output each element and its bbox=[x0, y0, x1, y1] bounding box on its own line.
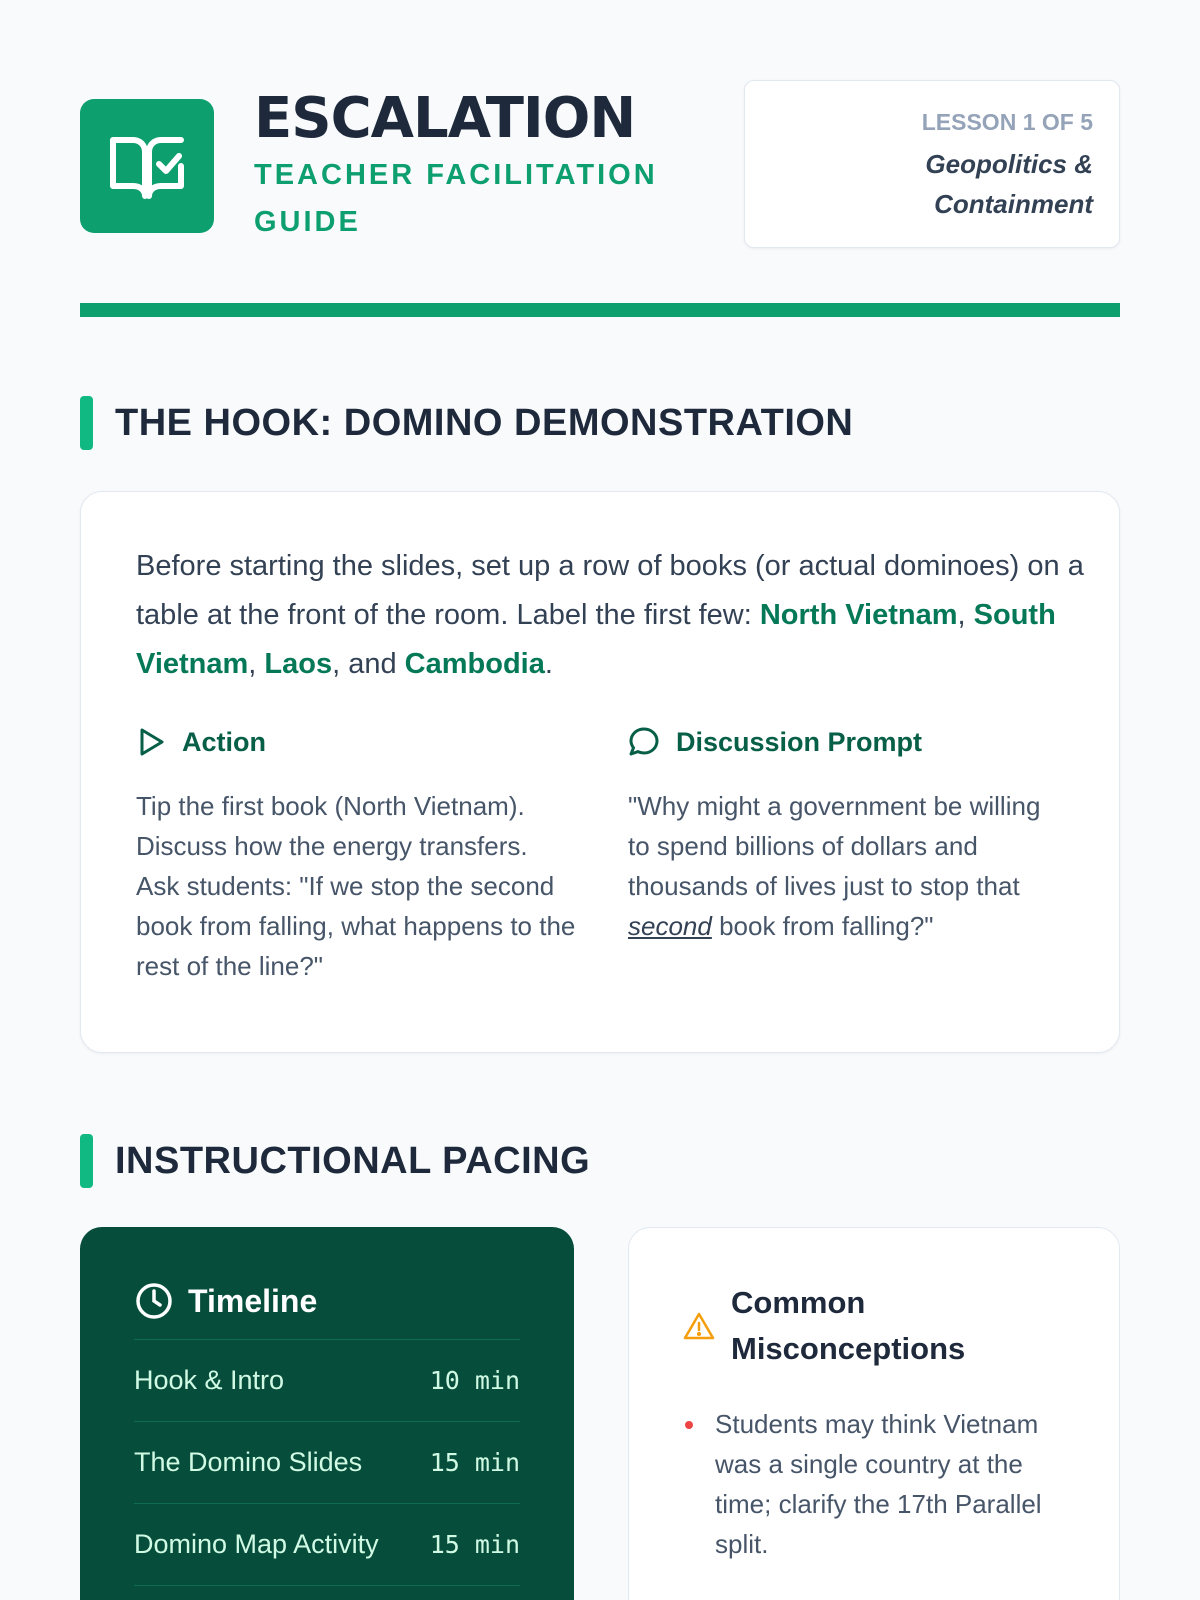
clock-icon bbox=[134, 1281, 174, 1321]
header-divider bbox=[80, 303, 1120, 317]
discussion-title: Discussion Prompt bbox=[676, 726, 923, 757]
timeline-item-name: Domino Map Activity bbox=[134, 1529, 379, 1559]
section-title: THE HOOK: DOMINO DEMONSTRATION bbox=[115, 401, 854, 444]
lesson-number: LESSON 1 OF 5 bbox=[921, 109, 1093, 135]
lesson-card bbox=[744, 80, 1120, 248]
lesson-topic: Geopolitics & Containment bbox=[925, 149, 1093, 219]
list-item bbox=[683, 1404, 1063, 1564]
chat-bubble-icon bbox=[628, 726, 660, 758]
discussion-text-part: "Why might a government be willing to spend billions of dollars and thousands of lives just to stop that bbox=[628, 791, 1041, 901]
warning-triangle-icon bbox=[683, 1311, 715, 1341]
misconceptions-heading bbox=[683, 1280, 1011, 1372]
hook-card bbox=[80, 491, 1120, 1053]
guide-header bbox=[80, 80, 1120, 250]
timeline-item-time: 15 min bbox=[429, 1448, 520, 1477]
guide-subtitle: TEACHER FACILITATION GUIDE bbox=[254, 159, 658, 238]
timeline-row bbox=[134, 1422, 520, 1504]
timeline-title: Timeline bbox=[188, 1282, 318, 1319]
sentence-end: . bbox=[544, 648, 553, 680]
section-title: INSTRUCTIONAL PACING bbox=[115, 1139, 591, 1182]
action-column bbox=[136, 722, 576, 986]
section-accent-bar bbox=[80, 396, 93, 450]
misconceptions-title: Common Misconceptions bbox=[731, 1285, 966, 1366]
intro-text: Before starting the slides, set up a row of books (or actual dominoes) on a table at the front of the room. Label the first few: bbox=[136, 550, 1084, 631]
book-check-icon bbox=[109, 130, 185, 202]
timeline-item-name: Hook & Intro bbox=[134, 1365, 285, 1395]
action-title: Action bbox=[182, 726, 266, 757]
discussion-text-part: book from falling?" bbox=[711, 911, 934, 941]
timeline-item-time: 15 min bbox=[429, 1530, 520, 1559]
timeline-heading bbox=[134, 1277, 520, 1325]
timeline-item-name: The Domino Slides bbox=[134, 1447, 363, 1477]
misconceptions-list bbox=[683, 1404, 1063, 1600]
timeline-card bbox=[80, 1227, 574, 1600]
separator: , bbox=[957, 599, 974, 631]
section-heading-hook bbox=[80, 396, 853, 450]
discussion-emphasis: second bbox=[628, 911, 712, 941]
separator: , and bbox=[332, 648, 405, 680]
discussion-heading bbox=[628, 722, 1068, 762]
label-south-vietnam: South Vietnam bbox=[136, 599, 1056, 680]
label-north-vietnam: North Vietnam bbox=[759, 599, 958, 631]
action-text: Tip the first book (North Vietnam). Discuss how the energy transfers. Ask students: "If we stop the second book from falling, what happens to the rest of the line?" bbox=[136, 791, 576, 981]
timeline-row bbox=[134, 1504, 520, 1586]
guide-title: ESCALATION bbox=[254, 86, 636, 151]
discussion-text bbox=[628, 786, 1068, 946]
section-accent-bar bbox=[80, 1134, 93, 1188]
discussion-column bbox=[628, 722, 1068, 946]
logo bbox=[80, 99, 214, 233]
label-laos: Laos bbox=[264, 648, 333, 680]
play-icon bbox=[136, 727, 166, 757]
timeline-row bbox=[134, 1340, 520, 1422]
label-cambodia: Cambodia bbox=[404, 648, 545, 680]
timeline-item-time: 10 min bbox=[429, 1366, 520, 1395]
section-heading-pacing bbox=[80, 1134, 590, 1188]
misconception-text: Students may think Vietnam was a single country at the time; clarify the 17th Parallel split. bbox=[715, 1409, 1042, 1559]
hook-intro-text bbox=[136, 542, 1086, 689]
misconceptions-card bbox=[628, 1227, 1120, 1600]
separator: , bbox=[248, 648, 265, 680]
bullet-dot bbox=[685, 1421, 693, 1429]
action-heading bbox=[136, 722, 576, 762]
